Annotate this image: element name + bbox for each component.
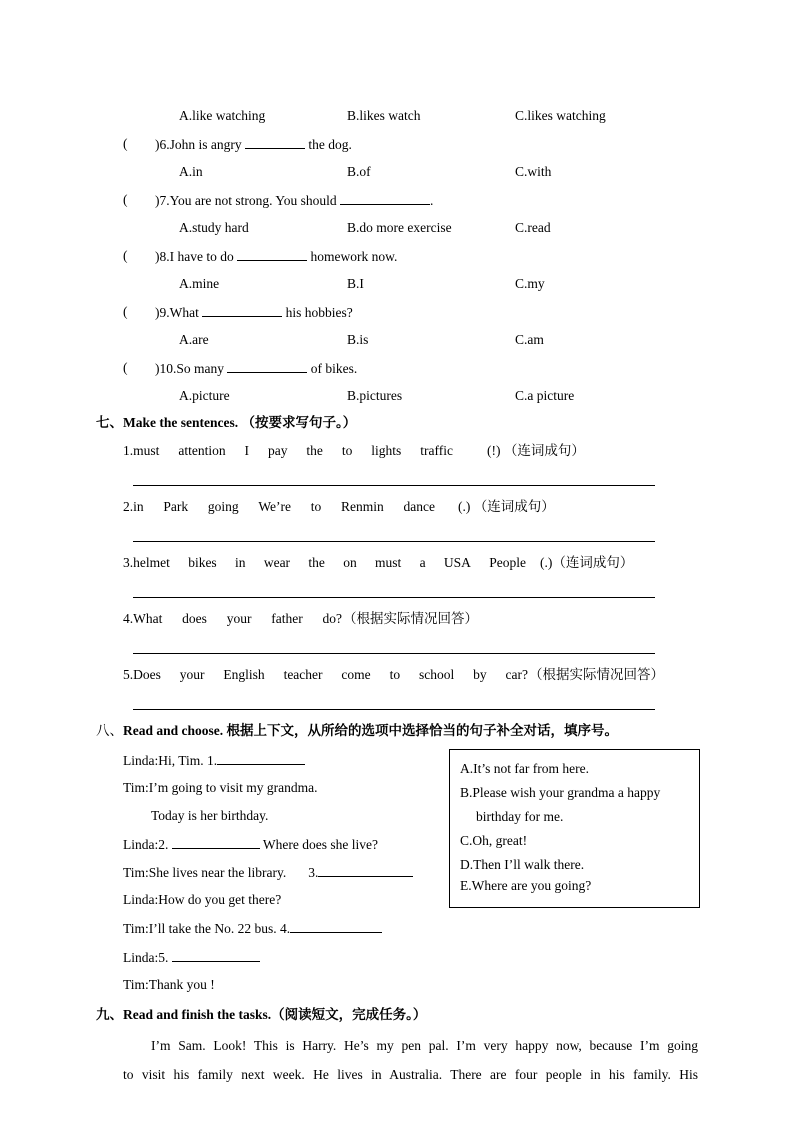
word: the bbox=[308, 555, 325, 570]
q10-paren-close: ) bbox=[155, 361, 160, 376]
s7-item5-words bbox=[123, 666, 528, 684]
word: father bbox=[271, 611, 303, 626]
word: the bbox=[306, 443, 323, 458]
q9-paren-close: ) bbox=[155, 305, 160, 320]
q10-paren-open: ( bbox=[123, 360, 128, 375]
dialog-line-1 bbox=[123, 751, 305, 770]
word: 2.in bbox=[123, 499, 144, 514]
s7-item1-answer-line[interactable] bbox=[133, 485, 655, 486]
word: Park bbox=[163, 499, 189, 514]
word: to bbox=[310, 499, 322, 514]
section8-heading: Read and choose. 根据上下文，从所给的选项中选择恰当的句子补全对话，填序号。 bbox=[123, 723, 619, 738]
word: on bbox=[343, 555, 357, 570]
option-e: E.Where are you going? bbox=[460, 878, 592, 893]
q5-option-b: B.likes watch bbox=[347, 108, 421, 123]
word: to bbox=[389, 667, 401, 682]
dialog-blank-2[interactable] bbox=[172, 835, 260, 849]
word: English bbox=[223, 667, 265, 682]
q10-blank[interactable] bbox=[227, 359, 307, 373]
word: going bbox=[207, 499, 239, 514]
word: traffic bbox=[420, 443, 453, 458]
q9-option-c: C.am bbox=[515, 332, 544, 347]
q8-option-b: B.I bbox=[347, 276, 364, 291]
word: dance bbox=[403, 499, 435, 514]
word: does bbox=[182, 611, 207, 626]
q8-stem-b: homework now. bbox=[310, 249, 398, 264]
word: I bbox=[244, 443, 250, 458]
dialog-line-3: Today is her birthday. bbox=[151, 808, 269, 823]
dialog-text: Linda:5. bbox=[123, 950, 169, 965]
q9-stem bbox=[155, 303, 353, 322]
q7-stem-b: . bbox=[430, 193, 434, 208]
q6-blank[interactable] bbox=[245, 135, 305, 149]
word: to bbox=[341, 443, 353, 458]
dialog-text: Tim:She lives near the library. bbox=[123, 865, 287, 880]
word: bikes bbox=[188, 555, 217, 570]
q8-paren-close: ) bbox=[155, 249, 160, 264]
section9-title: 九、Read and finish the tasks.（阅读短文，完成任务。） bbox=[96, 1007, 427, 1022]
word: Renmin bbox=[340, 499, 384, 514]
word: come bbox=[341, 667, 371, 682]
dialog-text: Linda:2. bbox=[123, 837, 169, 852]
word: do? bbox=[322, 611, 342, 626]
s7-item3-answer-line[interactable] bbox=[133, 597, 655, 598]
q6-stem-a: 6.John is angry bbox=[159, 137, 242, 152]
q6-stem-b: the dog. bbox=[308, 137, 352, 152]
dialog-blank-4[interactable] bbox=[290, 919, 382, 933]
q6-option-a: A.in bbox=[179, 164, 203, 179]
s7-item2-answer-line[interactable] bbox=[133, 541, 655, 542]
option-c: C.Oh, great! bbox=[460, 833, 528, 848]
word: lights bbox=[371, 443, 402, 458]
dialog-text: Tim:I’ll take the No. 22 bus. 4. bbox=[123, 921, 291, 936]
word: by bbox=[473, 667, 487, 682]
passage-line-1: I’m Sam. Look! This is Harry. He’s my pen pal. I’m very happy now, because I’m going bbox=[151, 1038, 698, 1053]
q10-option-b: B.pictures bbox=[347, 388, 403, 403]
q6-paren-open: ( bbox=[123, 136, 128, 151]
option-b: B.Please wish your grandma a happy bbox=[460, 785, 661, 800]
option-b-cont: birthday for me. bbox=[476, 809, 564, 824]
s7-item4-instruction: （根据实际情况回答） bbox=[343, 611, 478, 626]
dialog-line-5 bbox=[123, 863, 413, 882]
dialog-text: Where does she live? bbox=[262, 837, 378, 852]
q8-stem-a: 8.I have to do bbox=[159, 249, 234, 264]
q9-option-b: B.is bbox=[347, 332, 369, 347]
word: attention bbox=[178, 443, 226, 458]
q7-paren-open: ( bbox=[123, 192, 128, 207]
word: wear bbox=[263, 555, 291, 570]
word: in bbox=[235, 555, 246, 570]
section7-title: 七、Make the sentences. （按要求写句子。） bbox=[96, 415, 357, 430]
word: 3.helmet bbox=[123, 555, 170, 570]
s7-item2-words bbox=[123, 498, 435, 516]
dialog-text: 3. bbox=[308, 865, 319, 880]
dialog-text: Linda:Hi, Tim. 1. bbox=[123, 753, 218, 768]
q8-blank[interactable] bbox=[237, 247, 307, 261]
q7-blank[interactable] bbox=[340, 191, 430, 205]
q5-option-c: C.likes watching bbox=[515, 108, 606, 123]
q7-stem-a: 7.You are not strong. You should bbox=[159, 193, 337, 208]
s7-item3-words bbox=[123, 554, 526, 572]
s7-item3-instruction: (.)（连词成句） bbox=[540, 555, 634, 570]
q10-option-c: C.a picture bbox=[515, 388, 575, 403]
q7-option-b: B.do more exercise bbox=[347, 220, 452, 235]
word: teacher bbox=[283, 667, 323, 682]
q10-stem-a: 10.So many bbox=[159, 361, 225, 376]
dialog-line-4 bbox=[123, 835, 378, 854]
q7-paren-close: ) bbox=[155, 193, 160, 208]
s7-item2-instruction: (.) （连词成句） bbox=[458, 499, 555, 514]
word: We’re bbox=[258, 499, 291, 514]
dialog-line-6: Linda:How do you get there? bbox=[123, 892, 282, 907]
section8-title bbox=[96, 722, 618, 740]
option-a: A.It’s not far from here. bbox=[460, 761, 589, 776]
q8-paren-open: ( bbox=[123, 248, 128, 263]
q9-stem-b: his hobbies? bbox=[285, 305, 353, 320]
q6-paren-close: ) bbox=[155, 137, 160, 152]
s7-item5-answer-line[interactable] bbox=[133, 709, 655, 710]
word: USA bbox=[443, 555, 471, 570]
option-d: D.Then I’ll walk there. bbox=[460, 857, 585, 872]
q6-stem bbox=[155, 135, 352, 154]
section8-number: 八、 bbox=[96, 723, 123, 738]
q8-option-a: A.mine bbox=[179, 276, 220, 291]
q9-blank[interactable] bbox=[202, 303, 282, 317]
dialog-line-7 bbox=[123, 919, 382, 938]
word: your bbox=[226, 611, 252, 626]
q9-option-a: A.are bbox=[179, 332, 209, 347]
word: 1.must bbox=[123, 443, 160, 458]
word: People bbox=[489, 555, 526, 570]
word: must bbox=[375, 555, 402, 570]
word: a bbox=[419, 555, 426, 570]
q10-stem bbox=[155, 359, 357, 378]
q9-stem-a: 9.What bbox=[159, 305, 199, 320]
q5-option-a: A.like watching bbox=[179, 108, 266, 123]
dialog-line-2: Tim:I’m going to visit my grandma. bbox=[123, 780, 318, 795]
s7-item4-answer-line[interactable] bbox=[133, 653, 655, 654]
q10-option-a: A.picture bbox=[179, 388, 230, 403]
word: pay bbox=[267, 443, 288, 458]
dialog-line-8 bbox=[123, 948, 260, 967]
q9-paren-open: ( bbox=[123, 304, 128, 319]
s7-item1-instruction: (!) （连词成句） bbox=[487, 443, 585, 458]
q6-option-b: B.of bbox=[347, 164, 371, 179]
q8-option-c: C.my bbox=[515, 276, 545, 291]
q10-stem-b: of bikes. bbox=[310, 361, 358, 376]
q7-option-a: A.study hard bbox=[179, 220, 249, 235]
q7-stem bbox=[155, 191, 433, 210]
s7-item4-words bbox=[123, 610, 342, 628]
word: car? bbox=[505, 667, 528, 682]
dialog-blank-1[interactable] bbox=[217, 751, 305, 765]
dialog-blank-5[interactable] bbox=[172, 948, 260, 962]
dialog-blank-3[interactable] bbox=[318, 863, 413, 877]
s7-item5-instruction: （根据实际情况回答） bbox=[529, 667, 664, 682]
q6-option-c: C.with bbox=[515, 164, 552, 179]
word: your bbox=[179, 667, 205, 682]
q8-stem bbox=[155, 247, 397, 266]
word: 5.Does bbox=[123, 667, 161, 682]
word: 4.What bbox=[123, 611, 163, 626]
q7-option-c: C.read bbox=[515, 220, 551, 235]
s7-item1-words bbox=[123, 442, 453, 460]
word: school bbox=[418, 667, 455, 682]
passage-line-2: to visit his family next week. He lives in Australia. There are four people in his family. His bbox=[123, 1067, 698, 1082]
dialog-line-9: Tim:Thank you ! bbox=[123, 977, 215, 992]
